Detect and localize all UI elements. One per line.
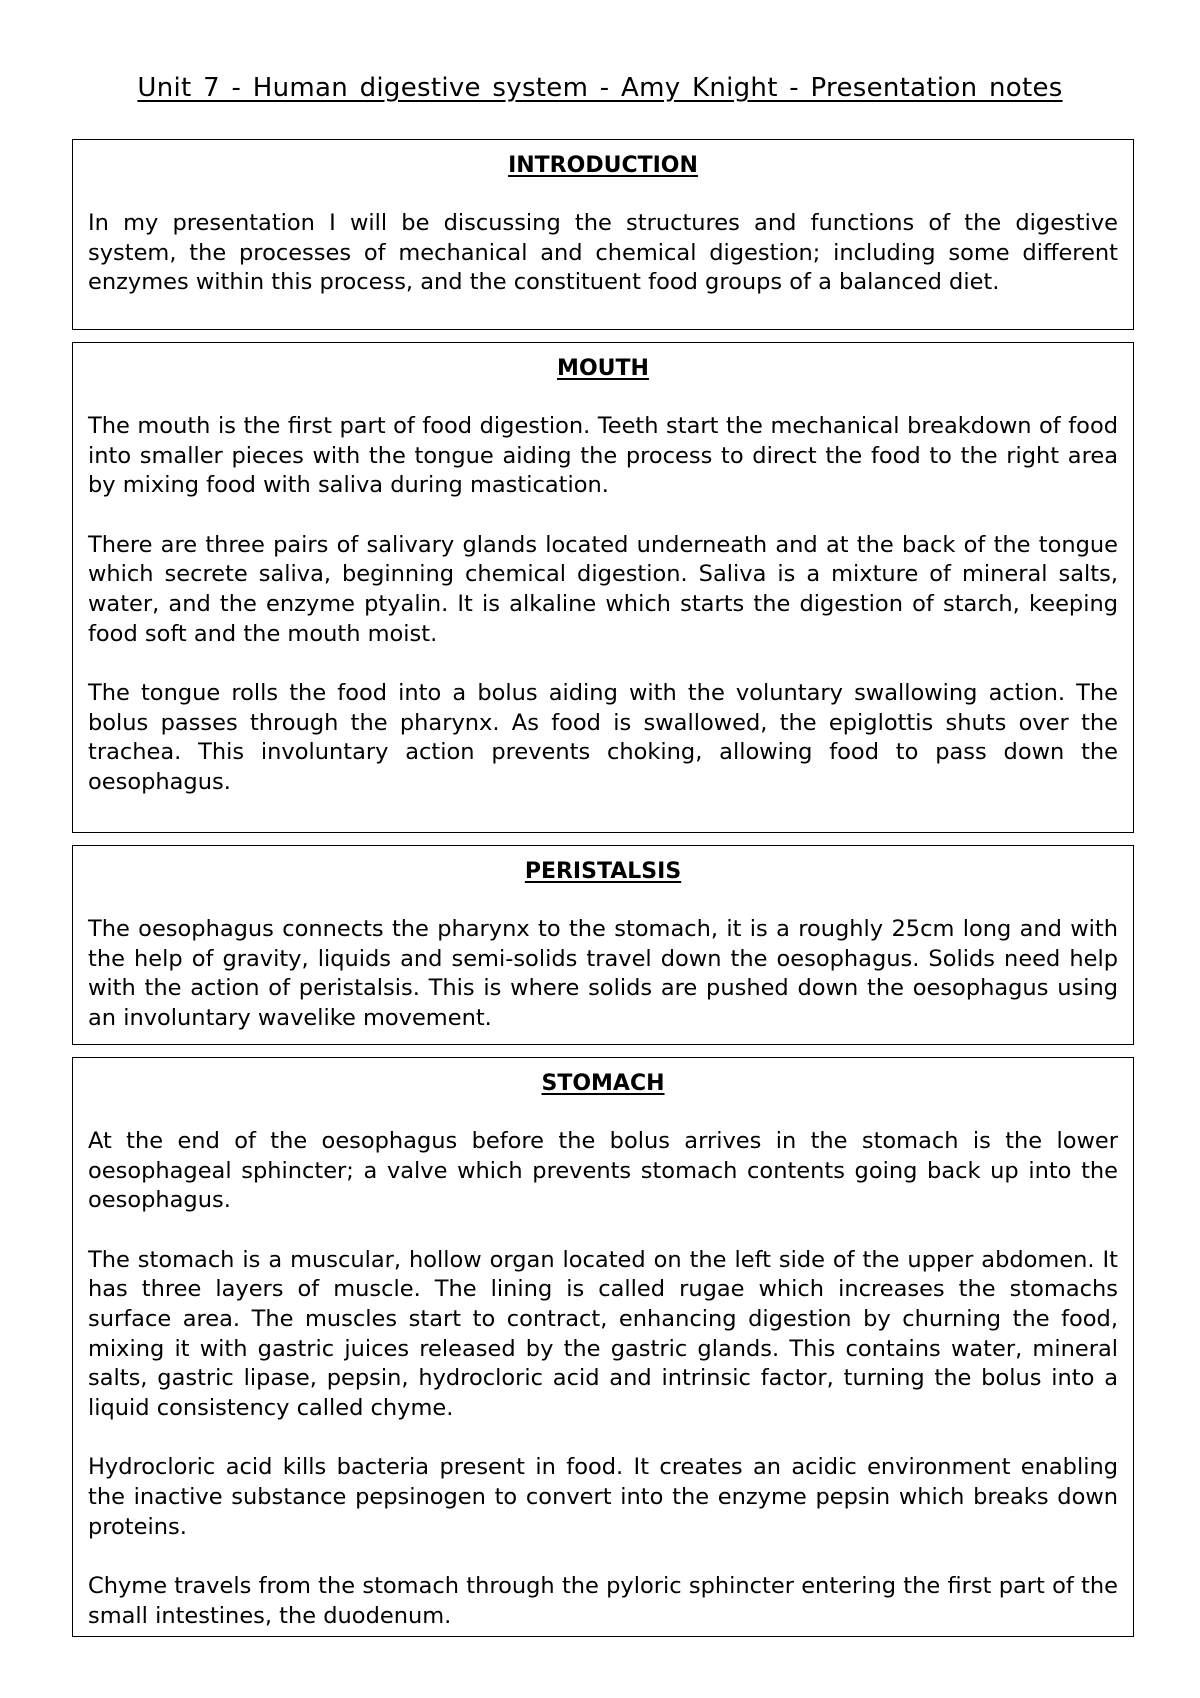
- section-paragraph: Hydrocloric acid kills bacteria present in food. It creates an acidic environment enabling the inactive substance pepsinogen to convert into the enzyme pepsin which breaks down proteins.: [88, 1454, 1118, 1540]
- section-heading: STOMACH: [541, 1071, 665, 1096]
- section-paragraph: The tongue rolls the food into a bolus aiding with the voluntary swallowing action. The bolus passes through the pharynx. As food is swallowed, the epiglottis shuts over the trachea. This involuntary action prevents choking, allowing food to pass down the oesophagus.: [88, 680, 1118, 795]
- page-title: Unit 7 - Human digestive system - Amy Knight - Presentation notes: [137, 73, 1063, 103]
- section-heading: MOUTH: [557, 356, 649, 381]
- section-introduction: [72, 139, 1134, 330]
- section-paragraph: The mouth is the first part of food digestion. Teeth start the mechanical breakdown of food into smaller pieces with the tongue aiding the process to direct the food to the right area by mixing food with saliva during mastication.: [88, 413, 1118, 499]
- section-stomach: [72, 1057, 1134, 1637]
- section-paragraph: In my presentation I will be discussing the structures and functions of the digestive system, the processes of mechanical and chemical digestion; including some different enzymes within this process, and the constituent food groups of a balanced diet.: [88, 210, 1118, 296]
- section-paragraph: The stomach is a muscular, hollow organ located on the left side of the upper abdomen. It has three layers of muscle. The lining is called rugae which increases the stomachs surface area. The muscles start to contract, enhancing digestion by churning the food, mixing it with gastric juices released by the gastric glands. This contains water, mineral salts, gastric lipase, pepsin, hydrocloric acid and intrinsic factor, turning the bolus into a liquid consistency called chyme.: [88, 1246, 1118, 1421]
- section-paragraph: The oesophagus connects the pharynx to the stomach, it is a roughly 25cm long and with the help of gravity, liquids and semi-solids travel down the oesophagus. Solids need help with the action of peristalsis. This is where solids are pushed down the oesophagus using an involuntary wavelike movement.: [88, 916, 1118, 1031]
- section-heading: PERISTALSIS: [524, 859, 682, 884]
- section-peristalsis: [72, 845, 1134, 1045]
- section-heading: INTRODUCTION: [508, 153, 698, 178]
- section-paragraph: There are three pairs of salivary glands located underneath and at the back of the tongue which secrete saliva, beginning chemical digestion. Saliva is a mixture of mineral salts, water, and the enzyme ptyalin. It is alkaline which starts the digestion of starch, keeping food soft and the mouth moist.: [88, 531, 1118, 647]
- section-paragraph: Chyme travels from the stomach through the pyloric sphincter entering the first part of the small intestines, the duodenum.: [88, 1573, 1118, 1629]
- section-paragraph: At the end of the oesophagus before the bolus arrives in the stomach is the lower oesophageal sphincter; a valve which prevents stomach contents going back up into the oesophagus.: [88, 1128, 1118, 1214]
- section-mouth: [72, 342, 1134, 833]
